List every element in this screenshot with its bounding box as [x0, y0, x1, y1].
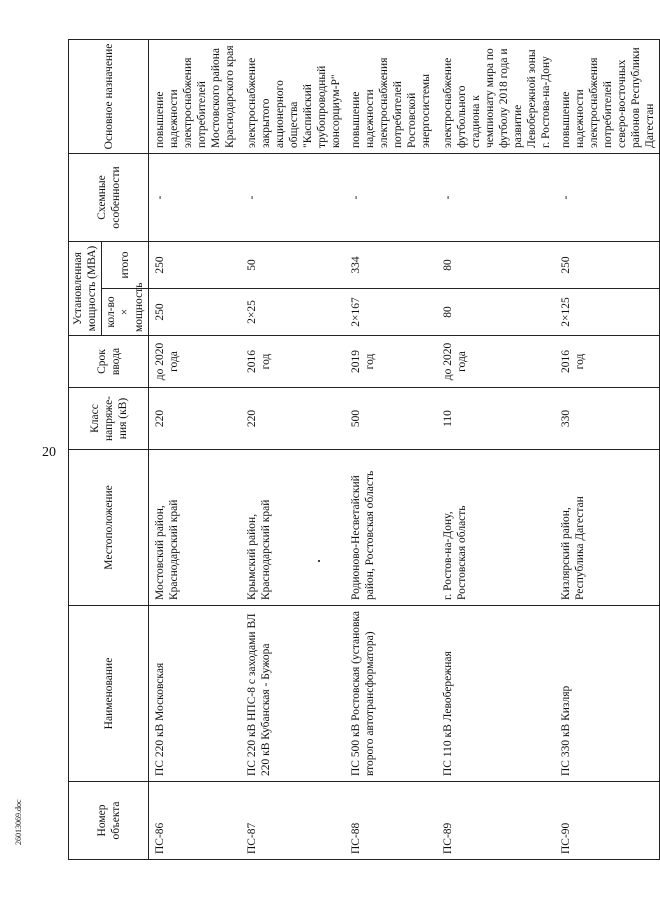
header-voltage: Класс напряже-ния (кВ) [69, 388, 149, 450]
cell-voltage: 330 [555, 388, 660, 450]
cell-scheme: - [241, 153, 345, 241]
document-code: 26013069.doc [14, 799, 23, 845]
cell-scheme: - [149, 153, 242, 241]
cell-term: 2016 год [241, 336, 345, 388]
header-name: Наименование [69, 606, 149, 782]
cell-total: 250 [555, 241, 660, 288]
table-row [345, 39, 437, 859]
header-location: Местоположение [69, 450, 149, 606]
header-capacity-total: итого [102, 241, 149, 288]
cell-location: Мостовский район, Краснодарский край [149, 450, 242, 606]
cell-total: 334 [345, 241, 437, 288]
cell-units: 2×125 [555, 289, 660, 336]
cell-total: 80 [437, 241, 555, 288]
cell-number: ПС-86 [149, 782, 242, 860]
substations-table [68, 39, 660, 860]
table-row [241, 39, 345, 859]
cell-units: 2×167 [345, 289, 437, 336]
cell-term: до 2020 года [149, 336, 242, 388]
cell-name: ПС 220 кВ Московская [149, 606, 242, 782]
cell-purpose: электроснабжение закрытого акционерного общества "Каспийский трубопроводный консорциум-Р" [241, 39, 345, 153]
cell-voltage: 110 [437, 388, 555, 450]
cell-units: 2×25 [241, 289, 345, 336]
header-scheme: Схемные особенности [69, 153, 149, 241]
cell-number: ПС-88 [345, 782, 437, 860]
header-term: Срок ввода [69, 336, 149, 388]
cell-voltage: 220 [241, 388, 345, 450]
table-row [149, 39, 242, 859]
header-number: Номер объекта [69, 782, 149, 860]
cell-number: ПС-87 [241, 782, 345, 860]
cell-purpose: повышение надежности электроснабжения потребителей северо-восточных районов Республики Дагестан [555, 39, 660, 153]
cell-number: ПС-90 [555, 782, 660, 860]
cell-scheme: - [437, 153, 555, 241]
cell-total: 250 [149, 241, 242, 288]
cell-location: Родионово-Несветайский район, Ростовская область [345, 450, 437, 606]
cell-location: г. Ростов-на-Дону, Ростовская область [437, 450, 555, 606]
cell-name: ПС 220 кВ НПС-8 с заходами ВЛ 220 кВ Кубанская - Бужора [241, 606, 345, 782]
header-row [69, 39, 102, 859]
cell-number: ПС-89 [437, 782, 555, 860]
cell-term: 2016 год [555, 336, 660, 388]
header-purpose: Основное назначение [69, 39, 149, 153]
cell-voltage: 220 [149, 388, 242, 450]
cell-name: ПС 110 кВ Левобережная [437, 606, 555, 782]
table-row [437, 39, 555, 859]
cell-term: до 2020 года [437, 336, 555, 388]
cell-units: 250 [149, 289, 242, 336]
cell-location: Крымский район, Краснодарский край [241, 450, 345, 606]
page-number: 20 [42, 445, 56, 460]
cell-units: 80 [437, 289, 555, 336]
cell-voltage: 500 [345, 388, 437, 450]
cell-purpose: электроснабжение футбольного стадиона к чемпионату мира по футболу 2018 года и развитие Левобережной зоны г. Ростова-на-Дону [437, 39, 555, 153]
cell-purpose: повышение надежности электроснабжения потребителей Ростовской энергосистемы [345, 39, 437, 153]
cell-term: 2019 год [345, 336, 437, 388]
cell-total: 50 [241, 241, 345, 288]
cell-location: Кизлярский район, Республика Дагестан [555, 450, 660, 606]
header-capacity-units: кол-во × мощность [102, 289, 149, 336]
table-row [555, 39, 660, 859]
cell-scheme: - [345, 153, 437, 241]
cell-purpose: повышение надежности электроснабжения потребителей Мостовского района Краснодарского края [149, 39, 242, 153]
rotated-table-frame [68, 40, 657, 860]
cell-name: ПС 500 кВ Ростовская (установка второго автотрансформатора) [345, 606, 437, 782]
cell-scheme: - [555, 153, 660, 241]
header-capacity: Установленная мощность (МВА) [69, 241, 102, 335]
cell-name: ПС 330 кВ Кизляр [555, 606, 660, 782]
